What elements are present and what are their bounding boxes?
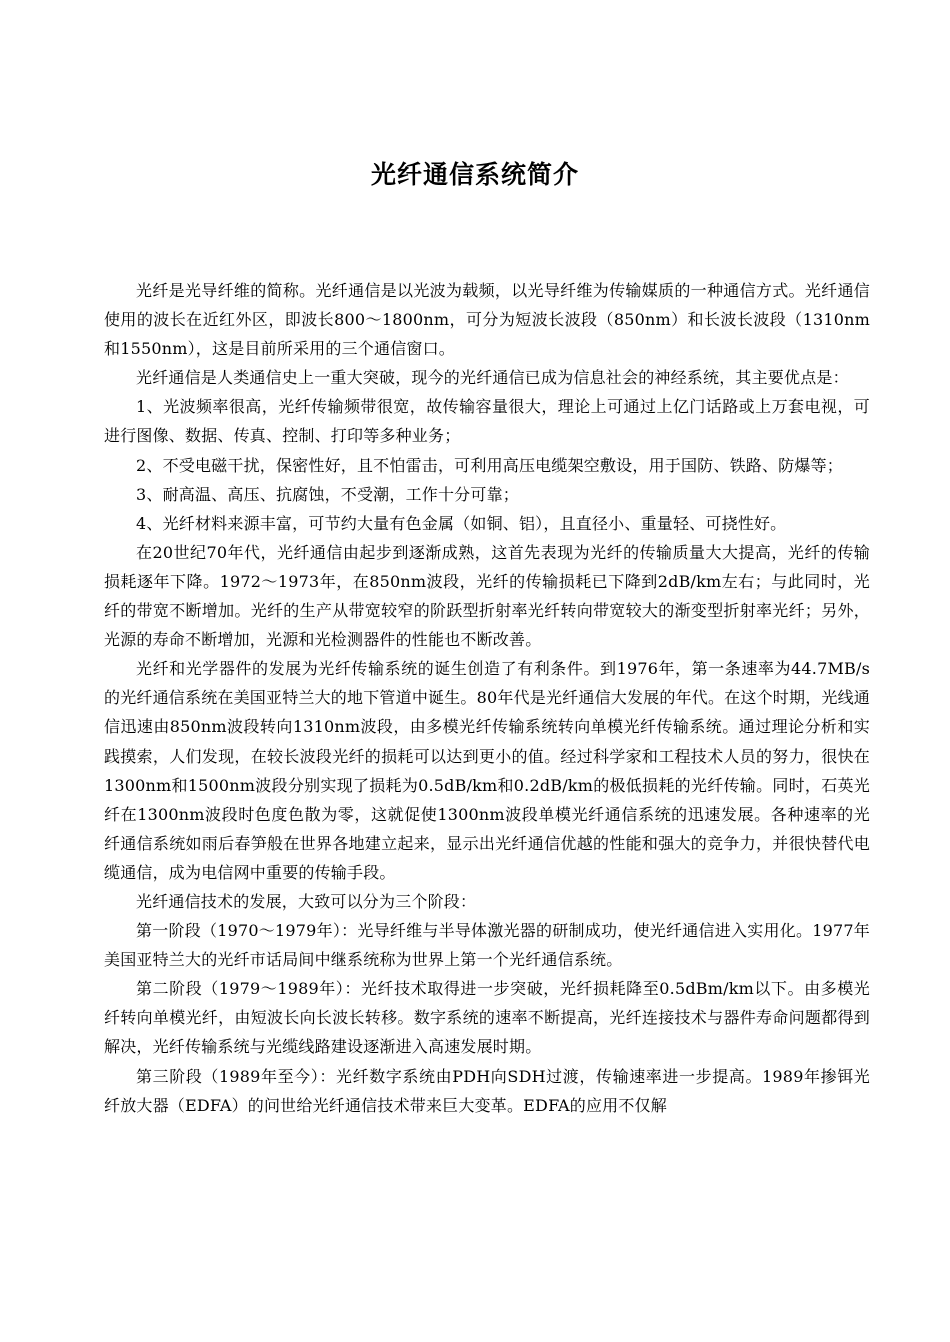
paragraph-development: 光纤和光学器件的发展为光纤传输系统的诞生创造了有利条件。到1976年，第一条速率为44.7MB/s的光纤通信系统在美国亚特兰大的地下管道中诞生。80年代是光纤通信大发展的年代。在这个时期，光线通信迅速由850nm波段转向1310nm波段，由多模光纤传输系统转向单模光纤传输系统。通过理论分析和实践摸索，人们发现，在较长波段光纤的损耗可以达到更小的值。经过科学家和工程技术人员的努力，很快在1300nm和1500nm波段分别实现了损耗为0.5dB/km和0.2dB/km的极低损耗的光纤传输。同时，石英光纤在1300nm波段时色度色散为零，这就促使1300nm波段单模光纤通信系统的迅速发展。各种速率的光纤通信系统如雨后春笋般在世界各地建立起来，显示出光纤通信优越的性能和强大的竞争力，并很快替代电缆通信，成为电信网中重要的传输手段。	[104, 659, 870, 882]
paragraph-advantage-3: 3、耐高温、高压、抗腐蚀，不受潮，工作十分可靠；	[136, 484, 519, 504]
paragraph-1970s: 在20世纪70年代，光纤通信由起步到逐渐成熟，这首先表现为光纤的传输质量大大提高，光纤的传输损耗逐年下降。1972～1973年，在850nm波段，光纤的传输损耗已下降到2dB/km左右；与此同时，光纤的带宽不断增加。光纤的生产从带宽较窄的阶跃型折射率光纤转向带宽较大的渐变型折射率光纤；另外，光源的寿命不断增加，光源和光检测器件的性能也不断改善。	[104, 542, 870, 650]
page-title: 光纤通信系统简介	[370, 160, 579, 189]
document-body	[104, 276, 870, 1120]
paragraph-stage-2: 第二阶段（1979～1989年）：光纤技术取得进一步突破，光纤损耗降至0.5dBm/km以下。由多模光纤转向单模光纤，由短波长向长波长转移。数字系统的速率不断提高，光纤连接技术与器件寿命问题都得到解决，光纤传输系统与光缆线路建设逐渐进入高速发展时期。	[104, 979, 870, 1057]
paragraph-intro: 光纤是光导纤维的简称。光纤通信是以光波为载频，以光导纤维为传输媒质的一种通信方式。光纤通信使用的波长在近红外区，即波长800～1800nm，可分为短波长波段（850nm）和长波长波段（1310nm和1550nm），这是目前所采用的三个通信窗口。	[104, 281, 870, 359]
paragraph-advantage-2: 2、不受电磁干扰，保密性好，且不怕雷击，可利用高压电缆架空敷设，用于国防、铁路、防爆等；	[136, 455, 843, 475]
paragraph-advantage-1: 1、光波频率很高，光纤传输频带很宽，故传输容量很大，理论上可通过上亿门话路或上万套电视，可进行图像、数据、传真、控制、打印等多种业务；	[104, 397, 870, 446]
paragraph-stage-3: 第三阶段（1989年至今）：光纤数字系统由PDH向SDH过渡，传输速率进一步提高。1989年掺铒光纤放大器（EDFA）的问世给光纤通信技术带来巨大变革。EDFA的应用不仅解	[104, 1066, 870, 1115]
paragraph-stages-intro: 光纤通信技术的发展，大致可以分为三个阶段：	[136, 891, 477, 911]
paragraph-stage-1: 第一阶段（1970～1979年）：光导纤维与半导体激光器的研制成功，使光纤通信进入实用化。1977年美国亚特兰大的光纤市话局间中继系统称为世界上第一个光纤通信系统。	[104, 921, 870, 970]
paragraph-advantages-intro: 光纤通信是人类通信史上一重大突破，现今的光纤通信已成为信息社会的神经系统，其主要优点是：	[136, 368, 849, 388]
paragraph-advantage-4: 4、光纤材料来源丰富，可节约大量有色金属（如铜、铝），且直径小、重量轻、可挠性好。	[136, 513, 787, 533]
